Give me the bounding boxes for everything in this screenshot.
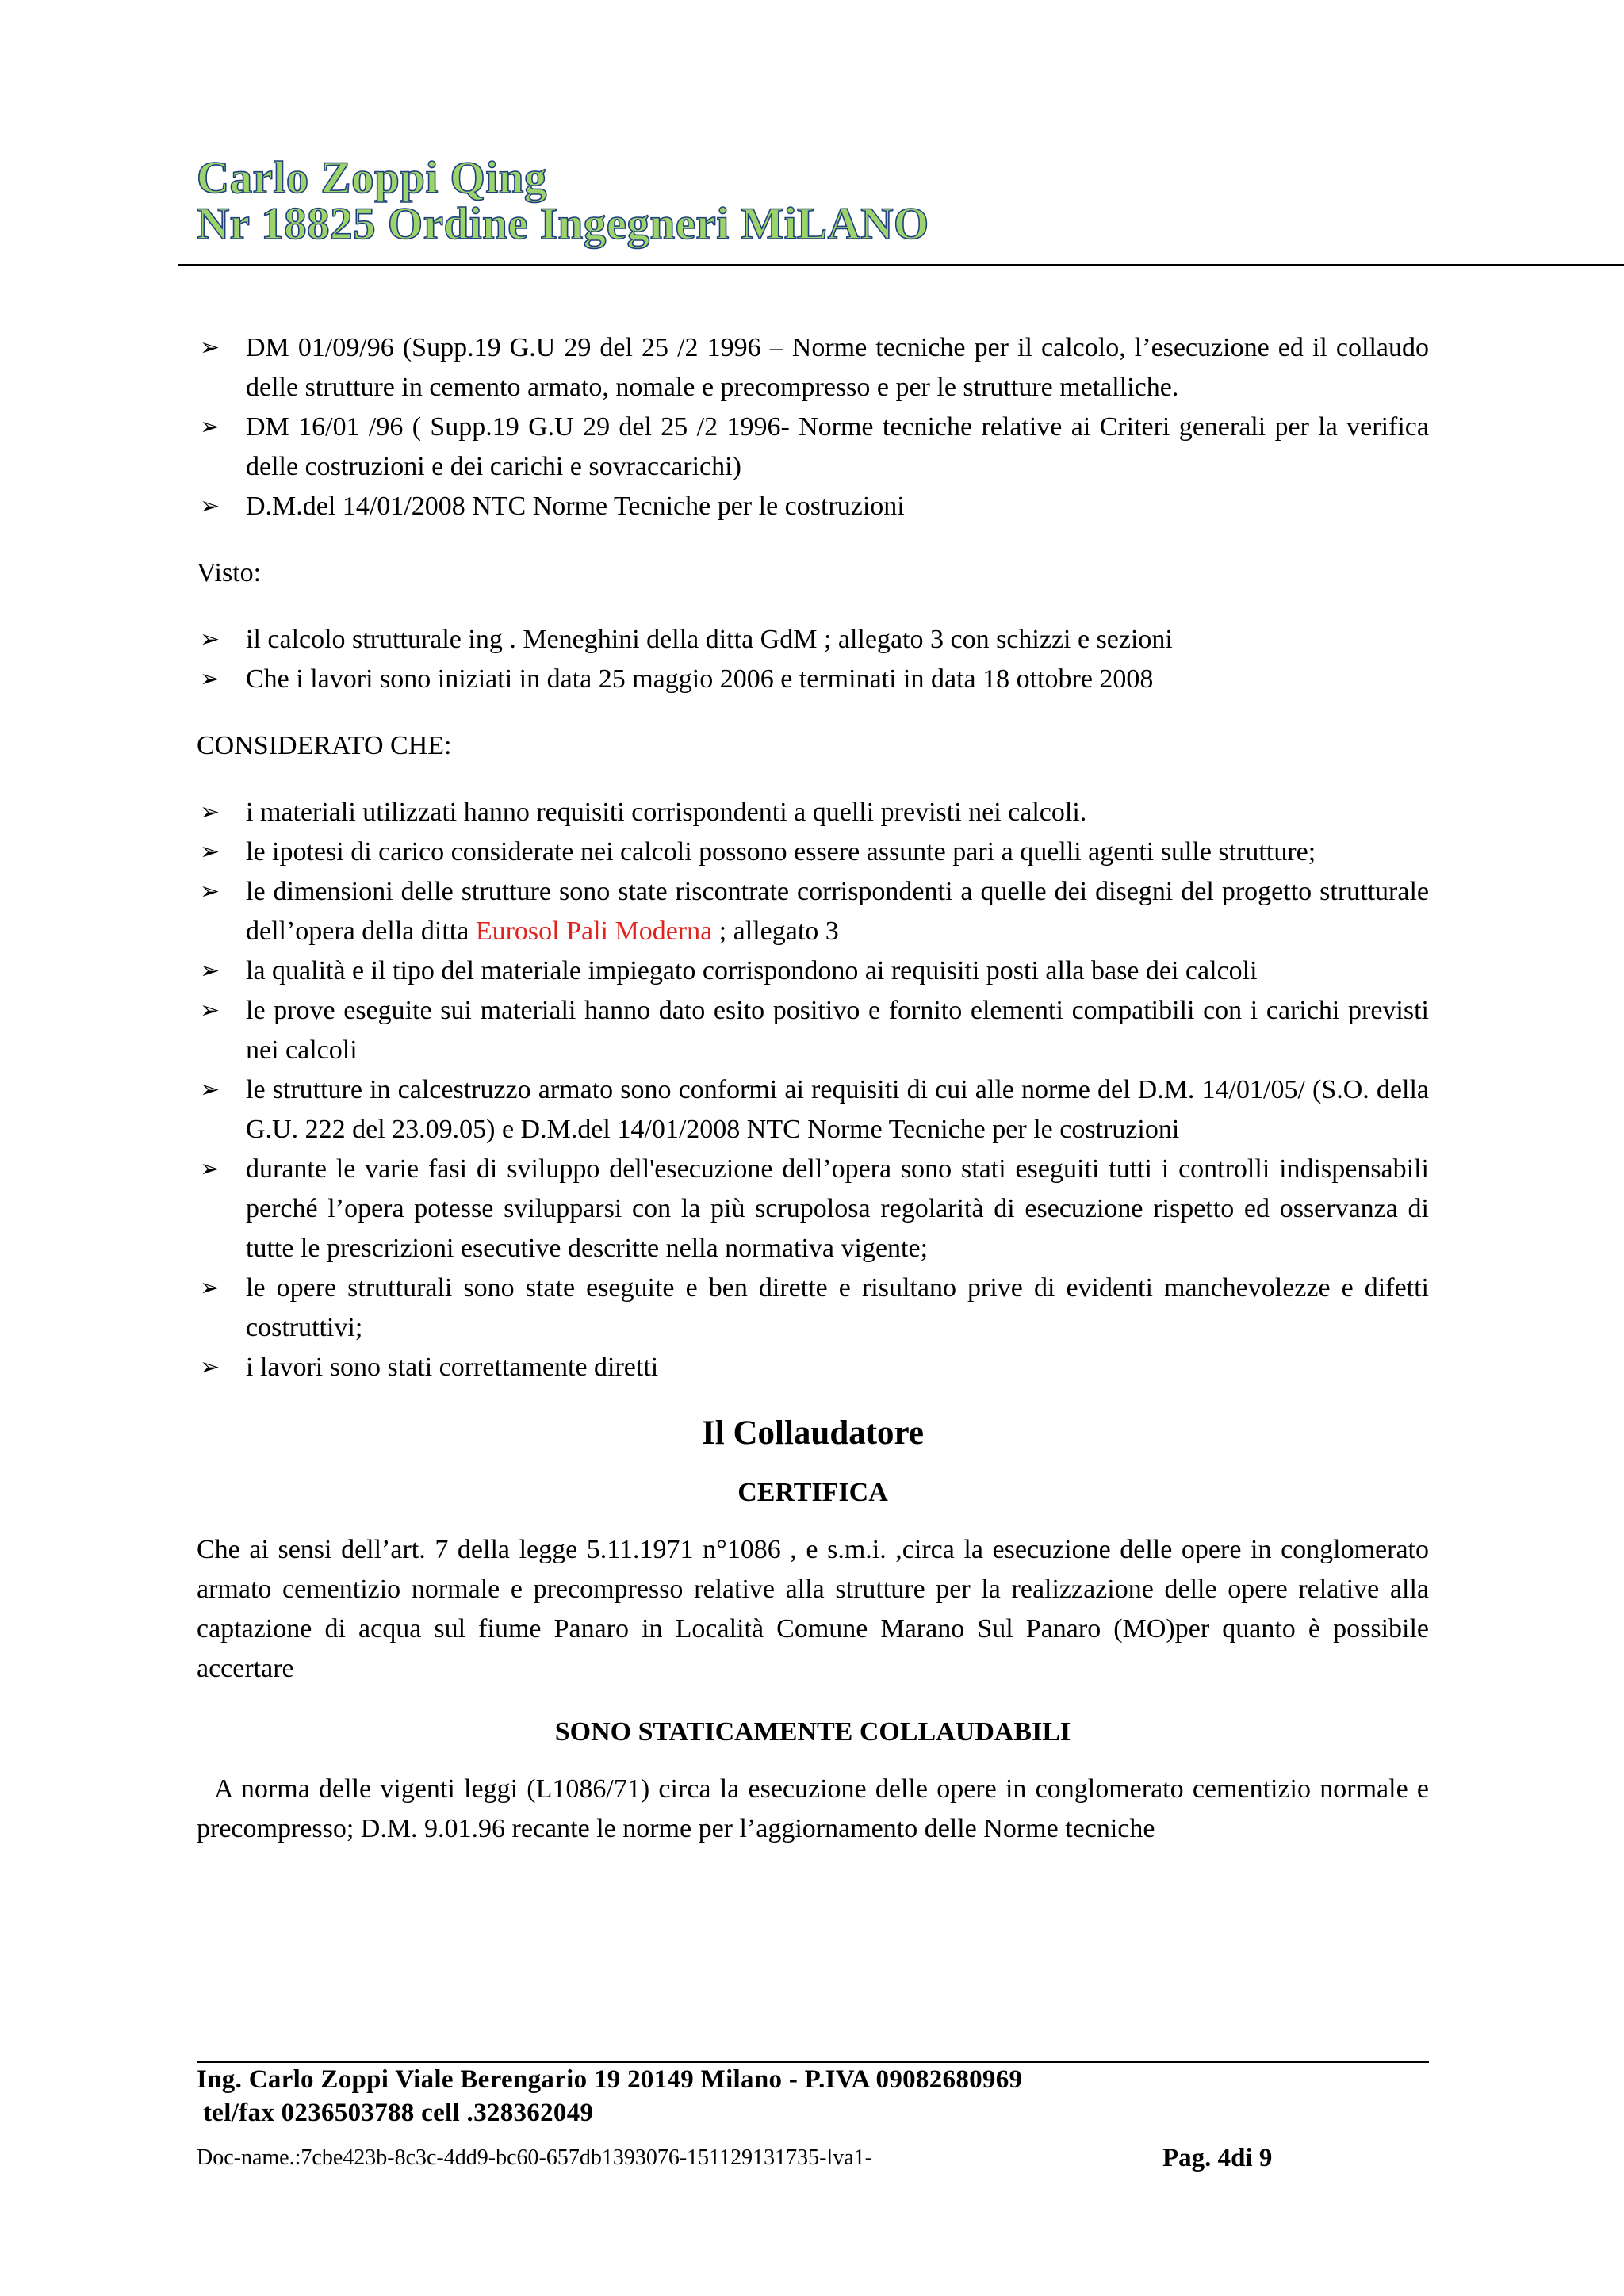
list-item: ➢ i materiali utilizzati hanno requisiti corrispondenti a quelli previsti nei calcoli.	[197, 793, 1429, 832]
list-item: ➢ le opere strutturali sono state eseguite e ben dirette e risultano prive di evidenti manchevolezze e difetti costruttivi;	[197, 1269, 1429, 1348]
certifica-paragraph: Che ai sensi dell’art. 7 della legge 5.11.1971 n°1086 , e s.m.i. ,circa la esecuzione delle opere in conglomerato armato cementizio normale e precompresso relative alla strutture per la realizzazione delle opere relative alla captazione di acqua sul fiume Panaro in Località Comune Marano Sul Panaro (MO)per quanto è possibile accertare	[197, 1535, 1429, 1683]
norms-list	[197, 328, 1429, 526]
list-item: ➢ la qualità e il tipo del materiale impiegato corrispondono ai requisiti posti alla base dei calcoli	[197, 951, 1429, 991]
footer-contacts: tel/fax 0236503788 cell .328362049	[203, 2099, 594, 2127]
arrow-bullet-icon: ➢	[200, 957, 220, 985]
collaudatore-heading: Il Collaudatore	[702, 1414, 924, 1452]
arrow-bullet-icon: ➢	[200, 1155, 220, 1183]
arrow-bullet-icon: ➢	[200, 1274, 220, 1302]
collaudabili-heading: SONO STATICAMENTE COLLAUDABILI	[554, 1717, 1071, 1747]
header-divider	[178, 264, 1624, 266]
considerato-list	[197, 793, 1429, 1387]
list-item: ➢ le strutture in calcestruzzo armato sono conformi ai requisiti di cui alle norme del D.M. 14/01/05/ (S.O. della G.U. 222 del 23.09.05) e D.M.del 14/01/2008 NTC Norme Tecniche per le costruzioni	[197, 1070, 1429, 1150]
arrow-bullet-icon: ➢	[200, 838, 220, 866]
final-paragraph: A norma delle vigenti leggi (L1086/71) circa la esecuzione delle opere in conglomerato cementizio normale e precompresso; D.M. 9.01.96 recante le norme per l’aggiornamento delle Norme tecniche	[197, 1774, 1429, 1843]
footer-doc-row	[197, 2142, 1434, 2174]
considerato-label: CONSIDERATO CHE:	[197, 731, 452, 760]
list-item: ➢ DM 01/09/96 (Supp.19 G.U 29 del 25 /2 1996 – Norme tecniche per il calcolo, l’esecuzione ed il collaudo delle strutture in cemento armato, nomale e precompresso e per le strutture metalliche.	[197, 328, 1429, 408]
arrow-bullet-icon: ➢	[200, 334, 220, 362]
page-footer	[197, 2063, 1434, 2174]
arrow-bullet-icon: ➢	[200, 997, 220, 1024]
arrow-bullet-icon: ➢	[200, 1353, 220, 1381]
company-name-highlight: Eurosol Pali Moderna	[475, 916, 713, 946]
list-item: ➢ il calcolo strutturale ing . Meneghini della ditta GdM ; allegato 3 con schizzi e sezioni	[197, 620, 1429, 660]
visto-list	[197, 620, 1429, 699]
arrow-bullet-icon: ➢	[200, 1076, 220, 1104]
list-item: ➢ DM 16/01 /96 ( Supp.19 G.U 29 del 25 /2 1996- Norme tecniche relative ai Criteri generali per la verifica delle costruzioni e dei carichi e sovraccarichi)	[197, 408, 1429, 487]
arrow-bullet-icon: ➢	[200, 798, 220, 826]
letterhead-registration: Nr 18825 Ordine Ingegneri MiLANO	[197, 199, 929, 249]
list-item: ➢ D.M.del 14/01/2008 NTC Norme Tecniche per le costruzioni	[197, 487, 1429, 526]
list-item: ➢ le prove eseguite sui materiali hanno dato esito positivo e fornito elementi compatibili con i carichi previsti nei calcoli	[197, 991, 1429, 1070]
letterhead-name: Carlo Zoppi Qing	[197, 153, 547, 203]
arrow-bullet-icon: ➢	[200, 413, 220, 441]
visto-label: Visto:	[197, 558, 262, 587]
list-item: ➢ le ipotesi di carico considerate nei calcoli possono essere assunte pari a quelli agenti sulle strutture;	[197, 832, 1429, 872]
arrow-bullet-icon: ➢	[200, 626, 220, 653]
letterhead	[197, 155, 1608, 247]
list-item: ➢ le dimensioni delle strutture sono state riscontrate corrispondenti a quelle dei disegni del progetto strutturale dell’opera della ditta Eurosol Pali Moderna ; allegato 3	[197, 872, 1429, 951]
arrow-bullet-icon: ➢	[200, 492, 220, 520]
page-number: Pag. 4di 9	[1162, 2144, 1273, 2172]
list-item: ➢ i lavori sono stati correttamente diretti	[197, 1348, 1429, 1387]
list-item: ➢ Che i lavori sono iniziati in data 25 maggio 2006 e terminati in data 18 ottobre 2008	[197, 660, 1429, 699]
arrow-bullet-icon: ➢	[200, 878, 220, 905]
arrow-bullet-icon: ➢	[200, 665, 220, 693]
document-body	[197, 328, 1429, 1849]
doc-name: Doc-name.:7cbe423b-8c3c-4dd9-bc60-657db1393076-151129131735-lva1-	[197, 2145, 872, 2170]
certifica-heading: CERTIFICA	[737, 1478, 888, 1507]
list-item: ➢ durante le varie fasi di sviluppo dell'esecuzione dell’opera sono stati eseguiti tutti i controlli indispensabili perché l’opera potesse svilupparsi con la più scrupolosa regolarità di esecuzione rispetto ed osservanza di tutte le prescrizioni esecutive descritte nella normativa vigente;	[197, 1150, 1429, 1269]
footer-address: Ing. Carlo Zoppi Viale Berengario 19 20149 Milano - P.IVA 09082680969	[197, 2065, 1023, 2094]
